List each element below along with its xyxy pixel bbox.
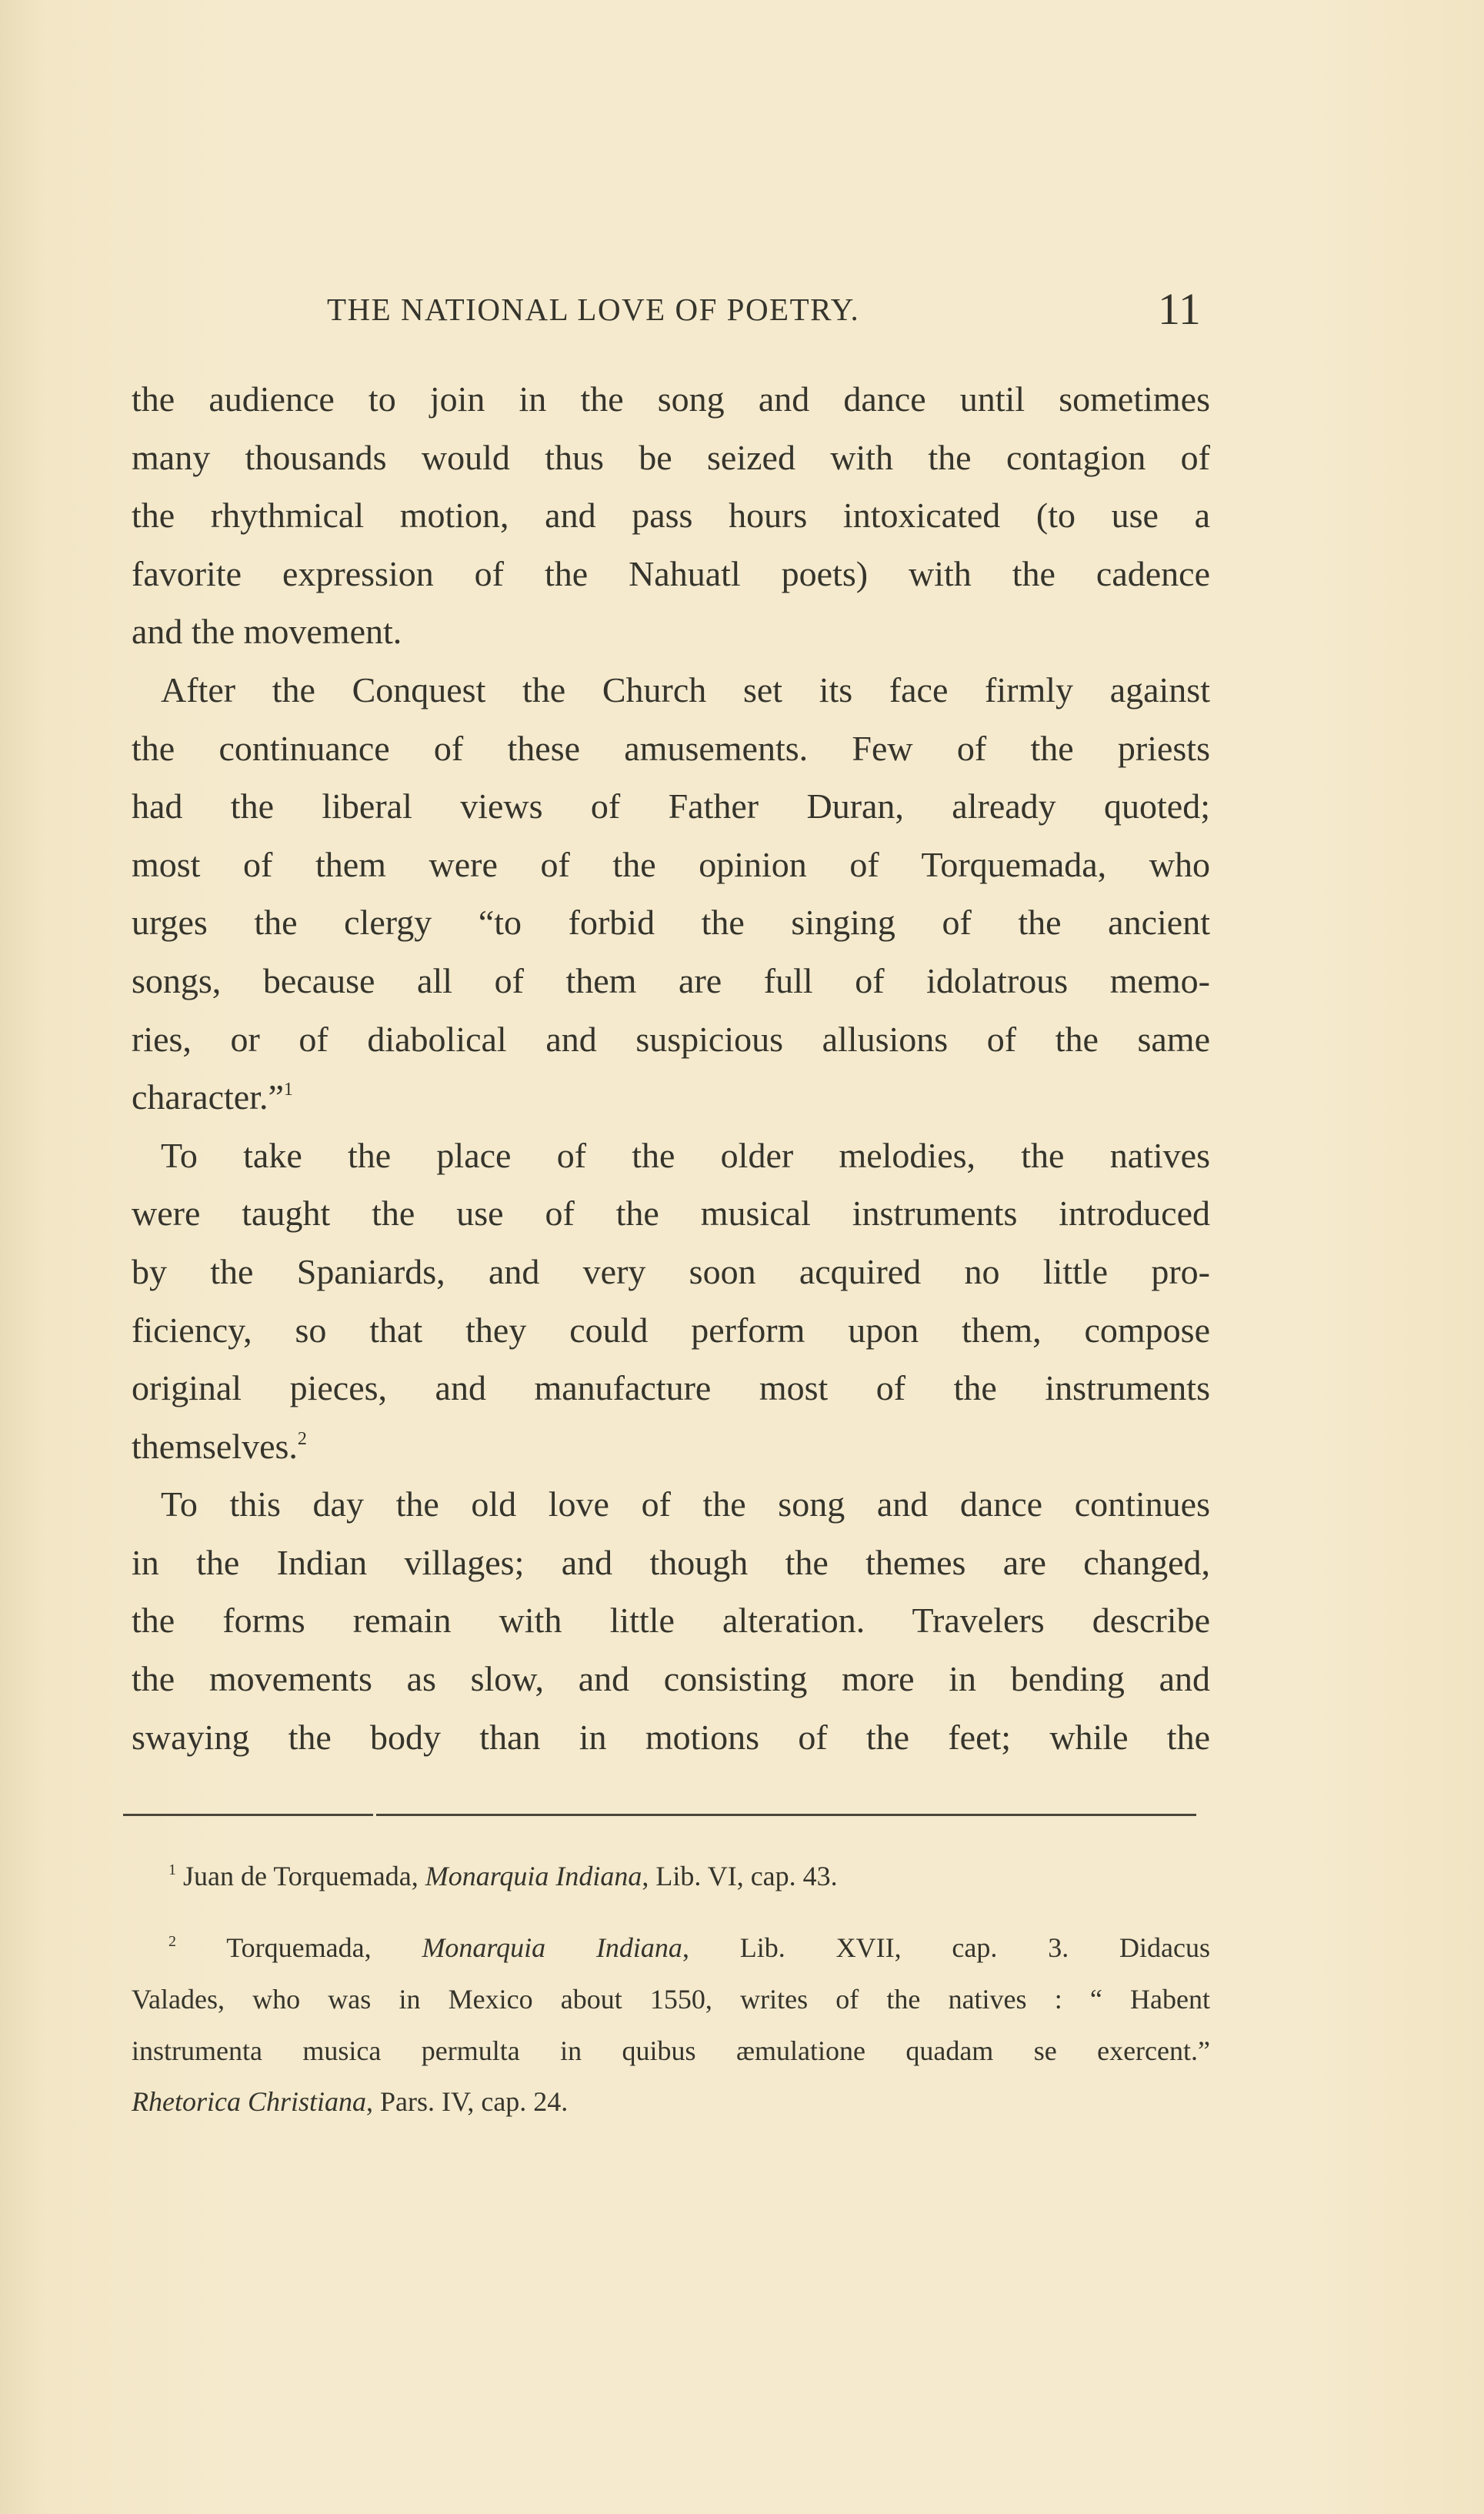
- text-line: [132, 1301, 1210, 1360]
- footnote-text: instrumenta musica permulta in quibus æmulatione quadam se exercent.”: [132, 2035, 1210, 2066]
- page-number: 11: [1158, 284, 1201, 334]
- line-text: themselves.: [132, 1426, 298, 1466]
- line-text: had the liberal views of Father Duran, already quoted;: [132, 786, 1210, 826]
- line-text: ficiency, so that they could perform upon them, compose: [132, 1310, 1210, 1350]
- line-text: character.”: [132, 1077, 284, 1117]
- line-text: swaying the body than in motions of the feet; while the: [132, 1717, 1210, 1757]
- line-text: by the Spaniards, and very soon acquired no little pro-: [132, 1251, 1210, 1291]
- line-text: the audience to join in the song and dance until sometimes: [132, 379, 1210, 419]
- citation-title: Monarquia Indiana: [422, 1932, 682, 1963]
- footnote-line: [132, 1984, 1210, 2015]
- text-line: [132, 836, 1210, 894]
- text-line: [132, 1417, 1210, 1476]
- line-text: To take the place of the older melodies, the natives: [161, 1135, 1210, 1175]
- text-line: [132, 777, 1210, 836]
- text-line: [132, 1591, 1210, 1650]
- text-line: [132, 429, 1210, 487]
- footnote-ref[interactable]: 1: [283, 1080, 293, 1100]
- running-title: THE NATIONAL LOVE OF POETRY.: [327, 292, 860, 327]
- footnote-line: [132, 2035, 1210, 2066]
- citation-title: Rhetorica Christiana: [132, 2086, 366, 2117]
- line-text: songs, because all of them are full of idolatrous memo-: [132, 960, 1210, 1000]
- body-text: [132, 370, 1210, 1766]
- line-text: After the Conquest the Church set its face firmly against: [161, 669, 1210, 709]
- footnote-text: , Pars. IV, cap. 24.: [366, 2086, 569, 2117]
- footnote-number: 1: [168, 1861, 176, 1878]
- line-text: the forms remain with little alteration. Travelers describe: [132, 1601, 1210, 1641]
- footnote-line: [132, 1932, 1210, 1963]
- text-line: [132, 1708, 1210, 1767]
- line-text: in the Indian villages; and though the themes are changed,: [132, 1542, 1210, 1582]
- footnote-text: Valades, who was in Mexico about 1550, writes of the natives : “ Habent: [132, 1984, 1210, 2015]
- text-line: [132, 486, 1210, 545]
- text-line: [132, 1010, 1210, 1069]
- rule-break: [373, 1812, 376, 1817]
- footnote-text: Torquemada,: [226, 1932, 422, 1963]
- footnote-line: [132, 1861, 1210, 1891]
- footnote-text: , Lib. XVII, cap. 3. Didacus: [682, 1932, 1211, 1963]
- line-text: many thousands would thus be seized with the contagion of: [132, 437, 1210, 477]
- line-text: the movements as slow, and consisting more in bending and: [132, 1659, 1210, 1699]
- text-line: [132, 661, 1210, 719]
- line-text: the rhythmical motion, and pass hours intoxicated (to use a: [132, 496, 1210, 536]
- footnote-ref[interactable]: 2: [297, 1428, 307, 1449]
- text-line: [132, 893, 1210, 952]
- line-text: urges the clergy “to forbid the singing of the ancient: [132, 903, 1210, 943]
- text-line: [132, 1359, 1210, 1417]
- footnote-rule: [123, 1814, 1196, 1816]
- text-line: [132, 719, 1210, 778]
- line-text: original pieces, and manufacture most of the instruments: [132, 1368, 1210, 1408]
- text-line: [132, 545, 1210, 603]
- line-text: most of them were of the opinion of Torquemada, who: [132, 844, 1210, 884]
- line-text: To this day the old love of the song and dance continues: [161, 1484, 1210, 1524]
- running-header: [0, 286, 1484, 332]
- line-text: ries, or of diabolical and suspicious allusions of the same: [132, 1019, 1210, 1059]
- text-line: [132, 952, 1210, 1010]
- footnote-line: [132, 2086, 1210, 2117]
- text-line: [132, 1243, 1210, 1301]
- text-line: [132, 603, 1210, 661]
- text-line: [132, 1534, 1210, 1592]
- text-line: [132, 1184, 1210, 1243]
- footnote-number: 2: [168, 1933, 176, 1950]
- text-line: [132, 1127, 1210, 1185]
- citation-title: Monarquia Indiana: [425, 1861, 642, 1891]
- footnote-text: Juan de Torquemada,: [183, 1861, 425, 1891]
- text-line: [132, 1068, 1210, 1127]
- line-text: were taught the use of the musical instruments introduced: [132, 1194, 1210, 1234]
- line-text: the continuance of these amusements. Few of the priests: [132, 728, 1210, 768]
- text-line: [132, 370, 1210, 429]
- line-text: favorite expression of the Nahuatl poets) with the cadence: [132, 553, 1210, 593]
- text-line: [132, 1475, 1210, 1534]
- footnote-text: , Lib. VI, cap. 43.: [642, 1861, 838, 1891]
- line-text: and the movement.: [132, 612, 402, 652]
- text-line: [132, 1650, 1210, 1708]
